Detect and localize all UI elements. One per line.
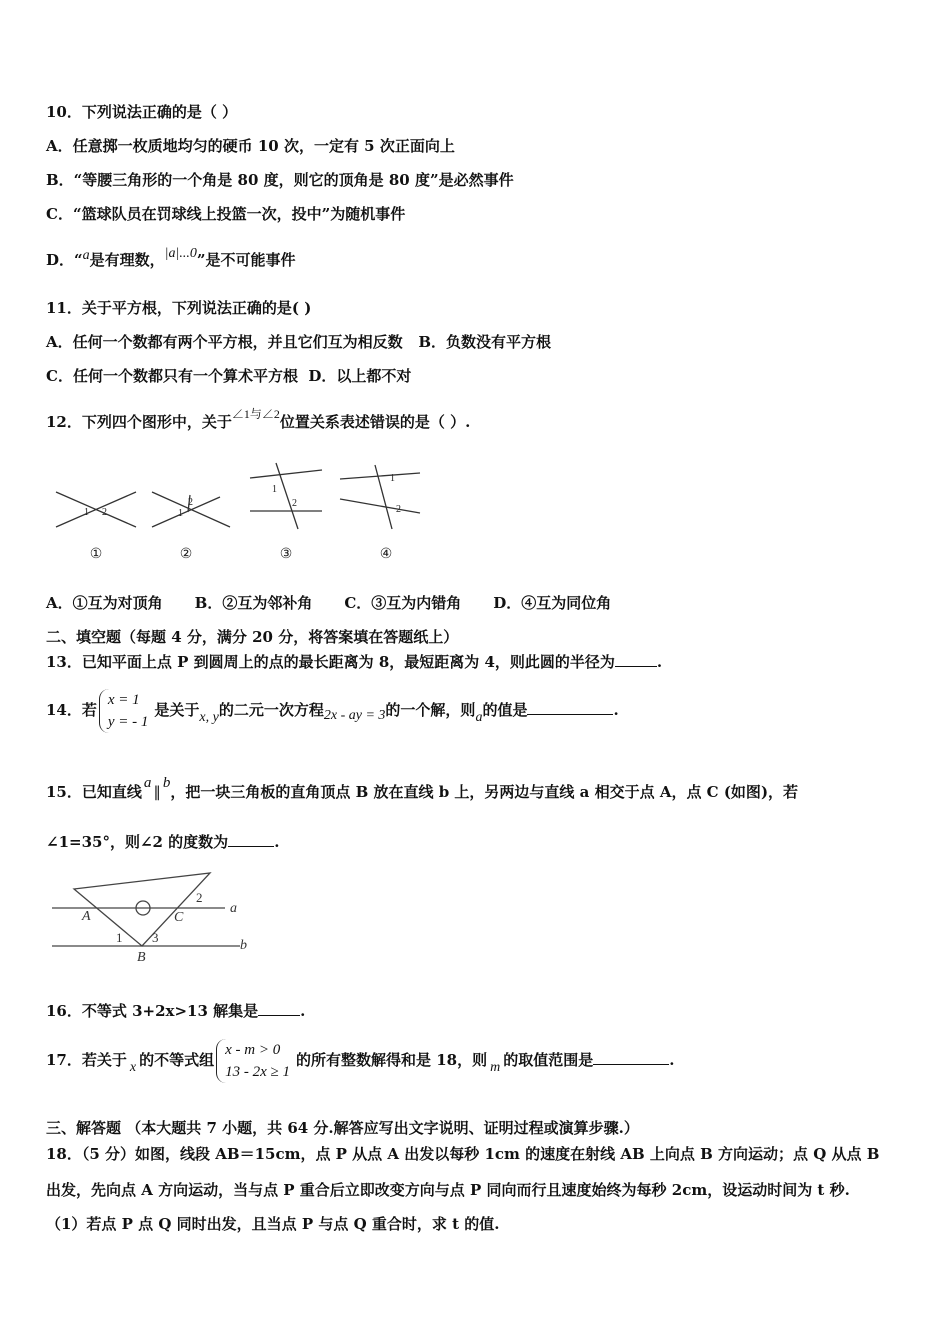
- q12-options: [46, 593, 643, 613]
- q12-option-b: B．②互为邻补角: [194, 594, 313, 612]
- fig-label-1: ①: [89, 547, 103, 562]
- q15-figure: [40, 860, 270, 970]
- q12-figures: [40, 455, 510, 570]
- section2-heading: 二、填空题（每题 4 分，满分 20 分，将答案填在答题纸上）: [46, 628, 459, 646]
- q15-line2: ∠1=35°，则∠2 的度数为 .: [46, 833, 280, 851]
- label-A: A: [82, 909, 91, 924]
- q10-option-a: A．任意掷一枚质地均匀的硬币 10 次，一定有 5 次正面向上: [46, 137, 455, 155]
- q14: 14．若 x = 1 y = - 1 是关于x, y的二元一次方程2x - ay = 3的一个解，则a的值是 .: [46, 686, 619, 736]
- q11-stem: 11．关于平方根，下列说法正确的是( ): [46, 299, 312, 317]
- label-b: b: [240, 938, 247, 953]
- q14-equation: 2x - ay = 3: [323, 708, 386, 723]
- fig-label-3: ③: [279, 547, 293, 562]
- q14-var-a: a: [475, 710, 483, 725]
- label-C: C: [174, 910, 184, 925]
- angle-1-and-2: ∠1与∠2: [231, 407, 280, 421]
- fig2-label-2: 2: [188, 497, 193, 508]
- q11-option-d: D．以上都不对: [308, 367, 412, 385]
- fig-label-2: ②: [179, 547, 193, 562]
- q15-answer-blank: [228, 832, 274, 847]
- q12-option-a: A．①互为对顶角: [46, 594, 163, 612]
- fig3-line-top: [250, 470, 322, 478]
- q10-option-c: C．“篮球队员在罚球线上投篮一次，投中”为随机事件: [46, 205, 406, 223]
- q11-option-c: C．任何一个数都只有一个算术平方根: [46, 367, 298, 385]
- q11-row1: [46, 332, 551, 352]
- label-angle-1: 1: [116, 930, 123, 945]
- q18-line1: 18．（5 分）如图，线段 AB＝15cm，点 P 从点 A 出发以每秒 1cm 的速度在射线 AB 上向点 B 方向运动；点 Q 从点 B: [46, 1145, 880, 1163]
- triangle-set-square: [74, 873, 210, 946]
- q18-line3: （1）若点 P 点 Q 同时出发，且当点 P 与点 Q 重合时，求 t 的值.: [46, 1215, 500, 1233]
- q17-var-m: m: [490, 1060, 501, 1075]
- fig3-label-1: 1: [272, 484, 277, 495]
- q10-stem: 10．下列说法正确的是（ ）: [46, 103, 238, 121]
- q15-line-a: a: [143, 775, 152, 791]
- label-angle-3: 3: [152, 930, 159, 945]
- fig4-label-1: 1: [390, 473, 395, 484]
- abs-a-expr: |a|...0: [164, 246, 197, 261]
- fig1-label-2: 2: [102, 507, 107, 518]
- fig4-line-bottom: [340, 499, 420, 513]
- q13: 13．已知平面上点 P 到圆周上的点的最长距离为 8，最短距离为 4，则此圆的半径为 .: [46, 653, 663, 671]
- q16-answer-blank: [258, 1001, 300, 1016]
- fig1-label-1: 1: [84, 507, 89, 518]
- q11-row2: [46, 366, 411, 386]
- q11-option-b: B．负数没有平方根: [418, 333, 551, 351]
- q13-answer-blank: [615, 652, 657, 667]
- var-a: a: [82, 248, 90, 263]
- q15-line-b: b: [162, 775, 171, 791]
- q17-inequality-system: x - m > 0 13 - 2x ≥ 1: [216, 1039, 294, 1083]
- fig4-label-2: 2: [396, 504, 401, 515]
- section3-heading: 三、解答题 （本大题共 7 小题，共 64 分.解答应写出文字说明、证明过程或演算步骤.）: [46, 1119, 639, 1137]
- q17: 17．若关于 x 的不等式组 x - m > 0 13 - 2x ≥ 1 的所有整数解得和是 18，则 m 的取值范围是 .: [46, 1036, 674, 1086]
- q15-line1: 15．已知直线 a∥b，把一块三角板的直角顶点 B 放在直线 b 上，另两边与直线 a 相交于点 A，点 C (如图)，若: [46, 775, 799, 801]
- q16: 16．不等式 3+2x>13 解集是 .: [46, 1002, 306, 1020]
- label-B: B: [137, 950, 146, 965]
- q12-option-d: D．④互为同位角: [493, 594, 612, 612]
- fig3-label-2: 2: [292, 498, 297, 509]
- fig2-label-1: 1: [178, 508, 183, 519]
- q14-answer-blank: [527, 700, 613, 715]
- q18-line2: 出发，先向点 A 方向运动，当与点 P 重合后立即改变方向与点 P 同向而行且速度始终为每秒 2cm，设运动时间为 t 秒.: [46, 1181, 850, 1199]
- q17-answer-blank: [593, 1050, 669, 1065]
- q14-equation-system: x = 1 y = - 1: [99, 689, 153, 733]
- q14-vars: x, y: [199, 710, 219, 725]
- fig2-line-b: [152, 497, 220, 527]
- fig4-line-top: [340, 473, 420, 479]
- label-angle-2: 2: [196, 890, 203, 905]
- fig-label-4: ④: [379, 547, 393, 562]
- q11-option-a: A．任何一个数都有两个平方根，并且它们互为相反数: [46, 333, 403, 351]
- label-a: a: [230, 901, 237, 916]
- q10-option-b: B．“等腰三角形的一个角是 80 度，则它的顶角是 80 度”是必然事件: [46, 171, 514, 189]
- q12-option-c: C．③互为内错角: [344, 594, 462, 612]
- q12-stem: 12．下列四个图形中，关于$^{\angle 1与\angle 2}$位置关系表述错误的是（ ）.: [46, 407, 471, 431]
- q17-var-x: x: [129, 1060, 137, 1075]
- q10-option-d: D．“a是有理数，|a|...0”是不可能事件: [46, 246, 296, 269]
- q15-parallel: ∥: [153, 785, 161, 801]
